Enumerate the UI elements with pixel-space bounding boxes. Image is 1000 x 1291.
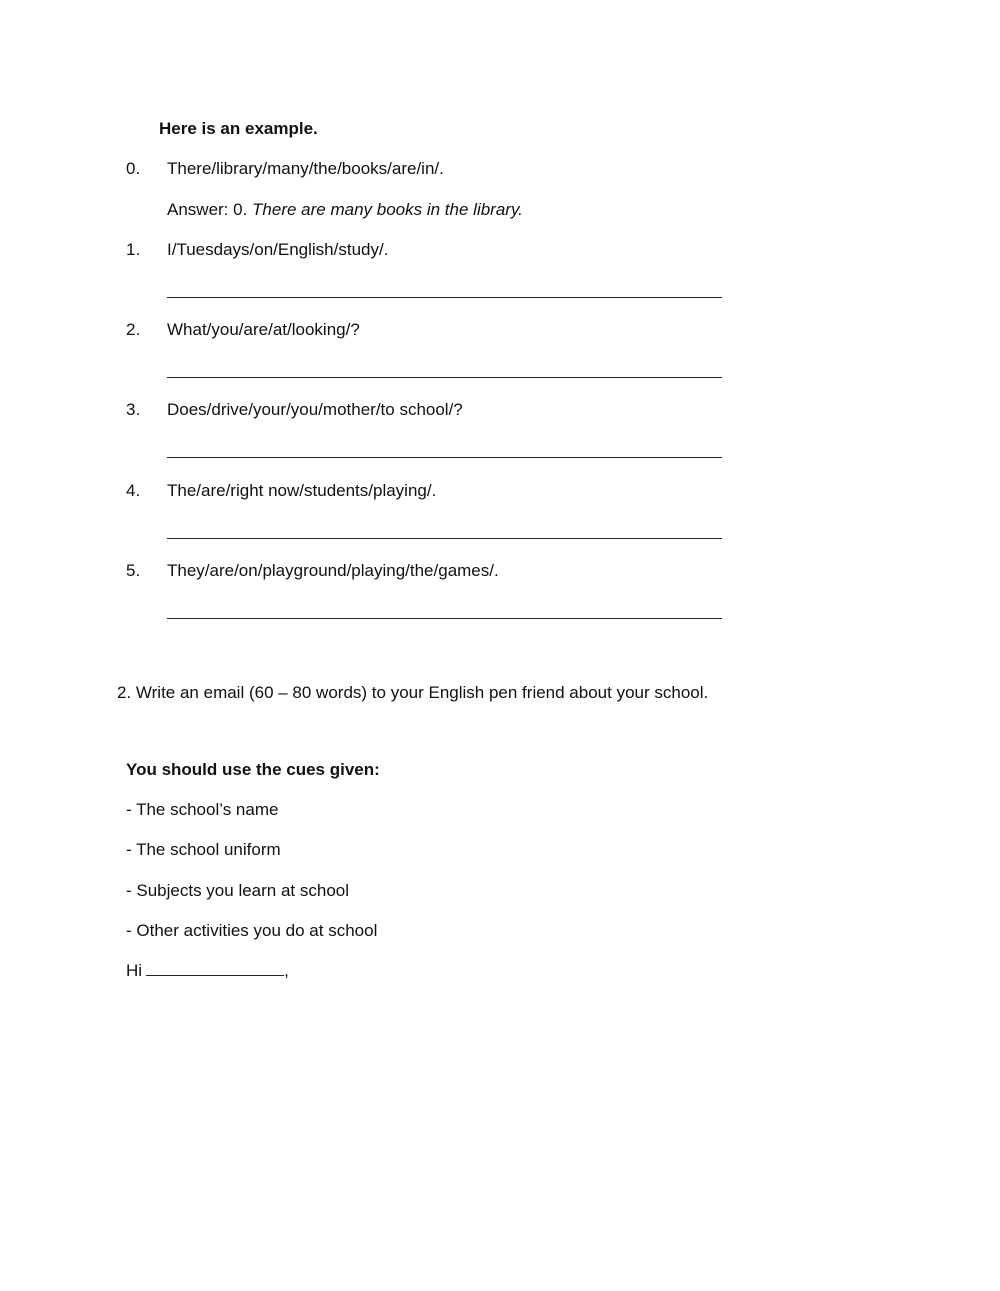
question-2-number: 2. — [126, 320, 141, 339]
cue-item: - Other activities you do at school — [126, 921, 378, 940]
example-answer — [167, 200, 523, 220]
task2-instruction: 2. Write an email (60 – 80 words) to your English pen friend about your school. — [117, 683, 709, 702]
cue-item: - The school uniform — [126, 840, 281, 859]
example-number: 0. — [126, 159, 141, 178]
question-2-answer-line[interactable] — [167, 377, 722, 378]
greeting-comma: , — [284, 961, 289, 980]
email-greeting — [126, 961, 289, 981]
example-answer-label: Answer: 0. — [167, 200, 248, 219]
question-1-answer-line[interactable] — [167, 297, 722, 298]
question-3-prompt: Does/drive/your/you/mother/to school/? — [167, 400, 463, 419]
question-4-answer-line[interactable] — [167, 538, 722, 539]
question-3-number: 3. — [126, 400, 141, 419]
question-5-answer-line[interactable] — [167, 618, 722, 619]
question-4-number: 4. — [126, 481, 141, 500]
question-5-number: 5. — [126, 561, 141, 580]
cues-heading: You should use the cues given: — [126, 760, 380, 779]
greeting-word: Hi — [126, 961, 143, 980]
question-5-prompt: They/are/on/playground/playing/the/games/. — [167, 561, 499, 580]
question-1-prompt: I/Tuesdays/on/English/study/. — [167, 240, 389, 259]
example-prompt: There/library/many/the/books/are/in/. — [167, 159, 444, 178]
question-4-prompt: The/are/right now/students/playing/. — [167, 481, 437, 500]
question-1-number: 1. — [126, 240, 141, 259]
example-answer-text: There are many books in the library. — [252, 200, 523, 219]
friend-name-blank[interactable] — [146, 961, 284, 976]
question-3-answer-line[interactable] — [167, 457, 722, 458]
cue-item: - Subjects you learn at school — [126, 881, 350, 900]
example-heading: Here is an example. — [159, 119, 318, 138]
question-2-prompt: What/you/are/at/looking/? — [167, 320, 360, 339]
cue-item: - The school’s name — [126, 800, 279, 819]
